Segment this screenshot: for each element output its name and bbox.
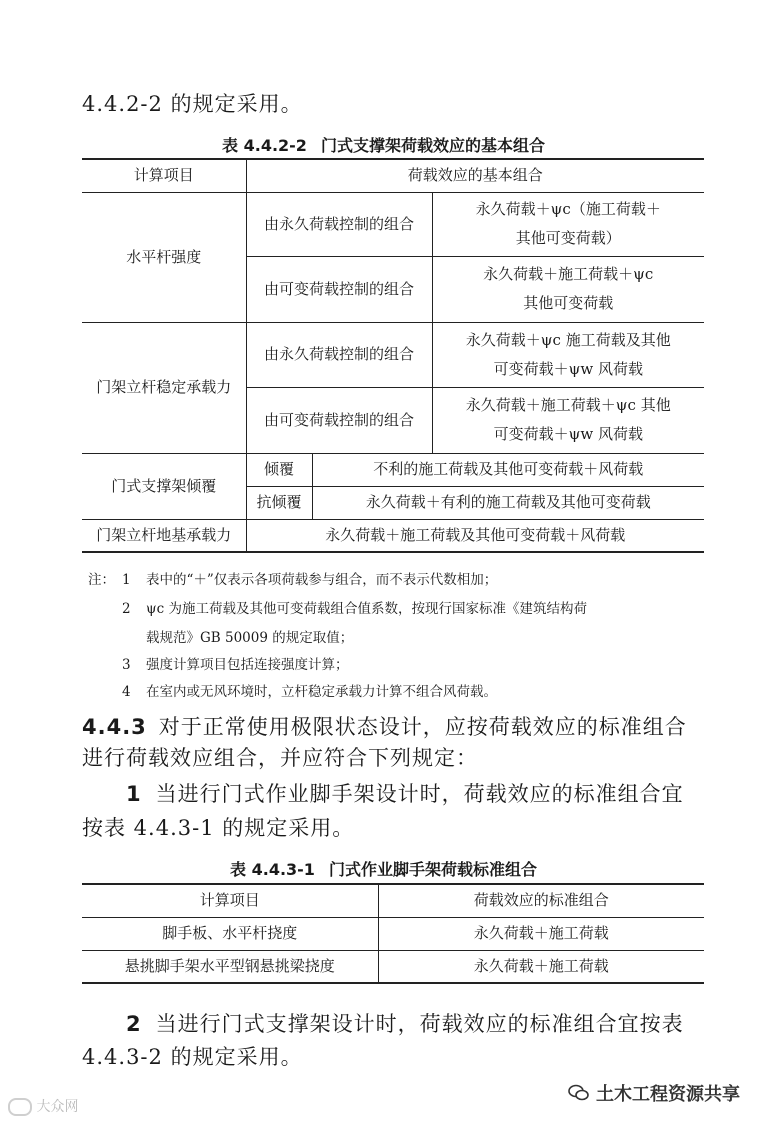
table2-header-item: 计算项目	[82, 884, 378, 917]
value-line: 永久荷载＋施工荷载＋ψc 其他	[465, 396, 671, 414]
table1-number: 表 4.4.2-2	[222, 136, 307, 155]
note-text: 强度计算项目包括连接强度计算；	[146, 657, 349, 673]
table1-row3-case-a: 倾覆	[246, 453, 312, 486]
clause-number: 4.4.3	[82, 715, 147, 739]
wechat-icon	[568, 1084, 590, 1102]
table1-row3-case-b: 抗倾覆	[246, 486, 312, 519]
item2-line2: 4.4.3-2 的规定采用。	[82, 1045, 303, 1069]
value-line: 可变荷载＋ψw 风荷载	[493, 359, 643, 378]
note-number: 3	[122, 657, 131, 673]
item2-number: 2	[126, 1012, 142, 1036]
value-line: 永久荷载＋ψc 施工荷载及其他	[465, 330, 671, 349]
notes-label: 注：	[88, 572, 115, 588]
value-line: 永久荷载＋施工荷载＋ψc	[483, 265, 654, 283]
table2-number: 表 4.4.3-1	[230, 860, 315, 879]
table1-row3-value-a: 不利的施工荷载及其他可变荷载＋风荷载	[312, 453, 704, 486]
table1	[82, 158, 704, 553]
table1-row3-item: 门式支撑架倾覆	[82, 453, 246, 519]
table1-row2-case-a: 由永久荷载控制的组合	[246, 322, 432, 387]
value-line: 其他可变荷载	[523, 294, 614, 312]
table2-row2-item: 悬挑脚手架水平型钢悬挑梁挠度	[82, 950, 378, 983]
value-line: 永久荷载＋ψc（施工荷载＋	[475, 200, 661, 218]
note-text: 表中的“＋”仅表示各项荷载参与组合，而不表示代数相加；	[146, 572, 498, 588]
note-2-continued: 载规范》GB 50009 的规定取值；	[146, 630, 354, 646]
watermark-left-text: 大众网	[36, 1099, 79, 1115]
table2-title: 门式作业脚手架荷载标准组合	[328, 860, 537, 879]
item1-number: 1	[126, 782, 142, 806]
table-row	[82, 950, 704, 983]
note-number: 4	[122, 684, 131, 700]
table1-row3-value-b: 永久荷载＋有利的施工荷载及其他可变荷载	[312, 486, 704, 519]
table1-row4-item: 门架立杆地基承载力	[82, 519, 246, 552]
table2-caption	[0, 857, 767, 880]
item1-line1	[126, 778, 684, 808]
table2-header-row	[82, 884, 704, 917]
item1-line2: 按表 4.4.3-1 的规定采用。	[82, 816, 355, 840]
clause-4-4-3-line2: 进行荷载效应组合，并应符合下列规定：	[82, 746, 478, 770]
clause-text: 对于正常使用极限状态设计，应按荷载效应的标准组合	[158, 715, 687, 739]
table1-title: 门式支撑架荷载效应的基本组合	[320, 136, 545, 155]
item-text: 当进行门式支撑架设计时，荷载效应的标准组合宜按表	[155, 1012, 684, 1036]
table2-row1-item: 脚手板、水平杆挠度	[82, 917, 378, 950]
table1-row1-value-a	[432, 192, 704, 256]
table1-row1-item: 水平杆强度	[82, 192, 246, 322]
clause-4-4-3-line1	[82, 711, 687, 741]
note-number: 2	[122, 601, 131, 617]
item-text: 当进行门式作业脚手架设计时，荷载效应的标准组合宜	[155, 782, 684, 806]
table1-row1-value-b	[432, 256, 704, 322]
table1-caption	[0, 133, 767, 156]
table1-row2-value-b	[432, 387, 704, 453]
item2-line1	[126, 1008, 684, 1038]
watermark-right-text: 土木工程资源共享	[596, 1084, 740, 1105]
table1-header-row	[82, 159, 704, 192]
table1-row4-value: 永久荷载＋施工荷载及其他可变荷载＋风荷载	[246, 519, 704, 552]
table2	[82, 883, 704, 984]
continuation-line: 4.4.2-2 的规定采用。	[82, 92, 303, 116]
note-2	[122, 595, 587, 624]
value-line: 其他可变荷载）	[515, 229, 621, 247]
table-row	[82, 192, 704, 256]
table1-row2-case-b: 由可变荷载控制的组合	[246, 387, 432, 453]
table1-row2-value-a	[432, 322, 704, 387]
table1-row2-item: 门架立杆稳定承载力	[82, 322, 246, 453]
value-line: 可变荷载＋ψw 风荷载	[493, 425, 643, 443]
table1-header-item: 计算项目	[82, 159, 246, 192]
table2-row2-value: 永久荷载＋施工荷载	[378, 950, 704, 983]
table1-row1-case-a: 由永久荷载控制的组合	[246, 192, 432, 256]
note-text: ψc 为施工荷载及其他可变荷载组合值系数，按现行国家标准《建筑结构荷	[146, 601, 587, 617]
note-3	[122, 651, 349, 680]
table1-header-combination: 荷载效应的基本组合	[246, 159, 704, 192]
table-row	[82, 519, 704, 552]
table-row	[82, 322, 704, 387]
table2-header-combination: 荷载效应的标准组合	[378, 884, 704, 917]
note-text: 在室内或无风环境时，立杆稳定承载力计算不组合风荷载。	[146, 684, 497, 700]
camera-icon	[8, 1098, 32, 1116]
table1-row1-case-b: 由可变荷载控制的组合	[246, 256, 432, 322]
note-4	[122, 678, 497, 707]
note-1	[88, 566, 497, 595]
watermark-right	[568, 1080, 740, 1106]
table-row	[82, 917, 704, 950]
table2-row1-value: 永久荷载＋施工荷载	[378, 917, 704, 950]
table-row	[82, 453, 704, 486]
watermark-left	[8, 1096, 78, 1116]
note-number: 1	[122, 572, 131, 588]
